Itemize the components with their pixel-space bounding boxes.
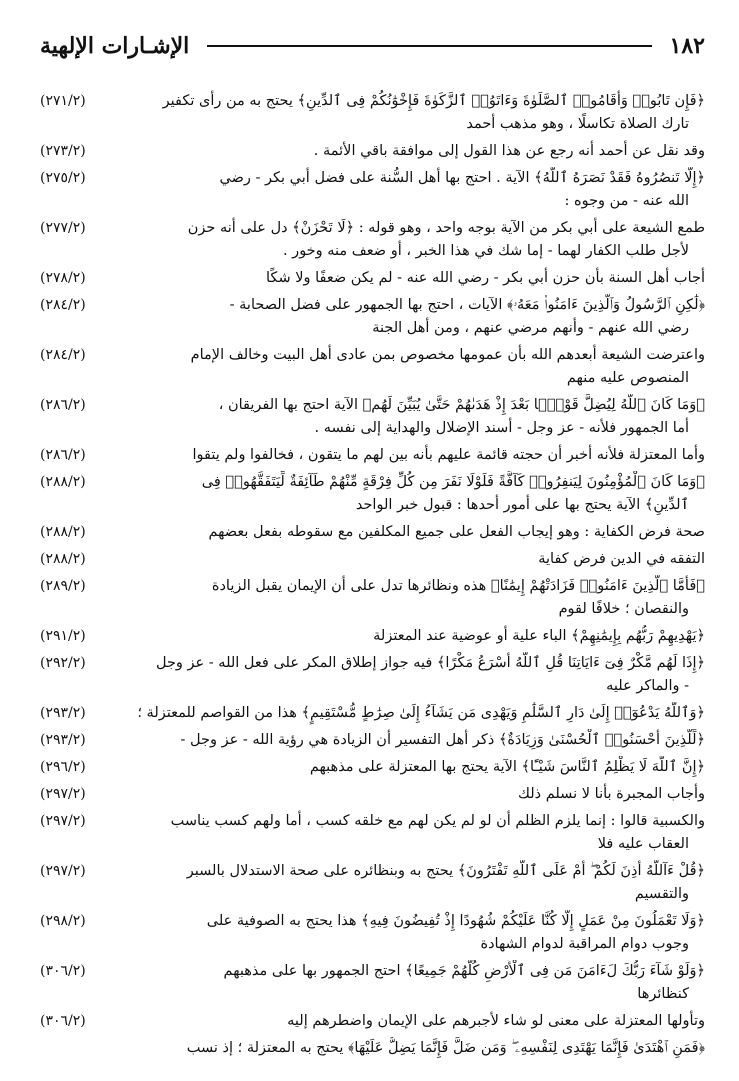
running-title: الإشـارات الإلهية: [40, 33, 190, 59]
volume-page-reference: (٢٨٤/٢): [40, 347, 86, 363]
entry-continuation: أما الجمهور فلأنه - عز وجل - أسند الإضلال والهداية إلى نفسه .: [314, 420, 689, 436]
volume-page-reference: (٢٨٨/٢): [40, 474, 86, 490]
entry-text: ﴿وَلَوْ شَآءَ رَبُّكَ لَءَامَنَ مَن فِى ٱلْأَرْضِ كُلُّهُمْ جَمِيعًا﴾ احتج الجمهور بها على مذهبهم: [223, 963, 705, 979]
entry-continuation: العقاب عليه فلا: [597, 836, 689, 852]
entry-text: ﴿لَٰكِنِ ٱلرَّسُولُ وَٱلَّذِينَ ءَامَنُوا۟ مَعَهُۥ﴾ الآيات ، احتج بها الجمهور على فضل الصحابة -: [229, 297, 705, 313]
index-entry: [40, 217, 705, 263]
index-entry: [40, 521, 705, 544]
entry-text: وتأولها المعتزلة على معنى لو شاء لأجبرهم على الإيمان واضطرهم إليه: [287, 1013, 705, 1029]
entry-text: ﴿إِذَا لَهُم مَّكْرٌ فِىٓ ءَايَاتِنَا قُلِ ٱللَّهُ أَسْرَعُ مَكْرًا﴾ فيه جواز إطلاق المكر على فعل الله - عز وجل: [155, 655, 705, 671]
entry-text: طمع الشيعة على أبي بكر من الآية بوجه واحد ، وهو قوله : ﴿لَا تَحْزَنْ﴾ دل على أنه حزن: [187, 220, 705, 236]
volume-page-reference: (٢٧٣/٢): [40, 143, 86, 159]
entry-text: ﴿يَهْدِيهِمْ رَبُّهُم بِإِيمَٰنِهِمْ﴾ الباء علية أو عوضية عند المعتزلة: [373, 628, 705, 644]
index-entry: [40, 394, 705, 440]
volume-page-reference: (٢٩٦/٢): [40, 759, 86, 775]
index-entries: [40, 90, 705, 1060]
index-entry: [40, 729, 705, 752]
index-entry: [40, 267, 705, 290]
entry-text: والكسبية قالوا : إنما يلزم الظلم أن لو لم يكن لهم مع خلقه كسب ، أما ولهم كسب يناسب: [170, 813, 705, 829]
entry-text: التفقه في الدين فرض كفاية: [538, 551, 705, 567]
entry-continuation: ٱلدِّينِ﴾ الآية يحتج بها على أمور أحدها : قبول خبر الواحد: [355, 497, 689, 513]
entry-text: أجاب أهل السنة بأن حزن أبي بكر - رضي الله عنه - لم يكن ضعفًا ولا شكًا: [266, 270, 705, 286]
entry-text: صحة فرض الكفاية : وهو إيجاب الفعل على جميع المكلفين مع سقوطه بفعل بعضهم: [208, 524, 705, 540]
index-entry: [40, 575, 705, 621]
index-entry: [40, 344, 705, 390]
entry-text: ﴿إِلَّا تَنصُرُوهُ فَقَدْ نَصَرَهُ ٱللَّهُ﴾ الآية . احتج بها أهل السُّنة على فضل أبي بكر - رضي: [219, 170, 705, 186]
entry-text: ﴿إِنَّ ٱللَّهَ لَا يَظْلِمُ ٱلنَّاسَ شَيْـًٔا﴾ الآية يحتج بها المعتزلة على مذهبهم: [309, 759, 705, 775]
index-entry: [40, 1037, 705, 1060]
index-entry: [40, 294, 705, 340]
index-entry: [40, 140, 705, 163]
volume-page-reference: (٢٧٥/٢): [40, 170, 86, 186]
volume-page-reference: (٢٩١/٢): [40, 628, 86, 644]
index-entry: [40, 1010, 705, 1033]
header-rule: [207, 45, 651, 47]
entry-text: ﴿وَمَا كَانَ ٱلْمُؤْمِنُونَ لِيَنفِرُوا۟ كَآفَّةً فَلَوْلَا نَفَرَ مِن كُلِّ فِرْقَةٍ مِّنْهُمْ طَآئِفَةٌ لِّيَتَفَقَّهُوا۟ فِى: [201, 474, 705, 490]
volume-page-reference: (٢٨٤/٢): [40, 297, 86, 313]
volume-page-reference: (٢٧١/٢): [40, 93, 86, 109]
index-entry: [40, 910, 705, 956]
entry-text: ﴿لِّلَّذِينَ أَحْسَنُوا۟ ٱلْحُسْنَىٰ وَزِيَادَةٌ﴾ ذكر أهل التفسير أن الزيادة هي رؤية الله - عز وجل -: [180, 732, 705, 748]
volume-page-reference: (٢٩٣/٢): [40, 705, 86, 721]
volume-page-reference: (٢٩٣/٢): [40, 732, 86, 748]
entry-continuation: الله عنه - من وجوه :: [564, 193, 689, 209]
entry-text: ﴿فَإِن تَابُوا۟ وَأَقَامُوا۟ ٱلصَّلَوٰةَ وَءَاتَوُا۟ ٱلزَّكَوٰةَ فَإِخْوَٰنُكُمْ فِى ٱلدِّينِ﴾ يحتج به من رأى تكفير: [162, 93, 705, 109]
index-entry: [40, 471, 705, 517]
index-entry: [40, 625, 705, 648]
index-entry: [40, 783, 705, 806]
volume-page-reference: (٢٨٦/٢): [40, 447, 86, 463]
volume-page-reference: (٣٠٦/٢): [40, 1013, 86, 1029]
index-entry: [40, 548, 705, 571]
index-entry: [40, 810, 705, 856]
index-entry: [40, 444, 705, 467]
index-entry: [40, 960, 705, 1006]
entry-text: وأجاب المجبرة بأنا لا نسلم ذلك: [518, 786, 705, 802]
entry-continuation: وجوب دوام المراقبة لدوام الشهادة: [480, 936, 689, 952]
index-entry: [40, 860, 705, 906]
index-entry: [40, 652, 705, 698]
volume-page-reference: (٢٩٧/٢): [40, 863, 86, 879]
volume-page-reference: (٢٧٧/٢): [40, 220, 86, 236]
volume-page-reference: (٢٩٨/٢): [40, 913, 86, 929]
volume-page-reference: (٢٩٢/٢): [40, 655, 86, 671]
index-entry: [40, 702, 705, 725]
entry-text: واعترضت الشيعة أبعدهم الله بأن عمومها مخصوص بمن عادى أهل البيت وخالف الإمام: [190, 347, 705, 363]
entry-continuation: والنقصان ؛ خلافًا لقوم: [558, 601, 689, 617]
entry-text: ﴿وَمَا كَانَ ٱللَّهُ لِيُضِلَّ قَوْمًۢا بَعْدَ إِذْ هَدَىٰهُمْ حَتَّىٰ يُبَيِّنَ لَهُم﴾ الآية احتج بها الفريقان ،: [218, 397, 705, 413]
entry-continuation: كنظائرها: [637, 986, 689, 1002]
volume-page-reference: (٢٩٧/٢): [40, 786, 86, 802]
entry-continuation: والتقسيم: [634, 886, 689, 902]
entry-text: ﴿وَلَا تَعْمَلُونَ مِنْ عَمَلٍ إِلَّا كُنَّا عَلَيْكُمْ شُهُودًا إِذْ تُفِيضُونَ فِيهِ﴾ هذا يحتج به الصوفية على: [206, 913, 705, 929]
volume-page-reference: (٢٩٧/٢): [40, 813, 86, 829]
index-entry: [40, 756, 705, 779]
volume-page-reference: (٢٨٨/٢): [40, 524, 86, 540]
entry-text: ﴿فَمَنِ ٱهْتَدَىٰ فَإِنَّمَا يَهْتَدِى لِنَفْسِهِۦ ۖ وَمَن ضَلَّ فَإِنَّمَا يَضِلُّ عَلَيْهَا﴾ يحتج به المعتزلة ؛ إذ نسب: [186, 1040, 705, 1056]
entry-continuation: المنصوص عليه منهم: [566, 370, 689, 386]
index-entry: [40, 167, 705, 213]
entry-text: ﴿قُلْ ءَآللَّهُ أَذِنَ لَكُمْ ۖ أَمْ عَلَى ٱللَّهِ تَفْتَرُونَ﴾ يحتج به وبنظائره على صحة الاستدلال بالسبر: [186, 863, 705, 879]
entry-continuation: - والماكر عليه: [606, 678, 689, 694]
volume-page-reference: (٢٨٨/٢): [40, 551, 86, 567]
entry-text: ﴿وَٱللَّهُ يَدْعُوٓا۟ إِلَىٰ دَارِ ٱلسَّلَٰمِ وَيَهْدِى مَن يَشَآءُ إِلَىٰ صِرَٰطٍ مُّسْتَقِيمٍ﴾ هذا من القواصم للمعتزلة ؛: [137, 705, 705, 721]
entry-text: وقد نقل عن أحمد أنه رجع عن هذا القول إلى موافقة باقي الأئمة .: [313, 143, 705, 159]
volume-page-reference: (٣٠٦/٢): [40, 963, 86, 979]
entry-continuation: لأجل طلب الكفار لهما - إما شك في هذا الخبر ، أو ضعف منه وخور .: [282, 243, 689, 259]
page-number: ١٨٢: [669, 33, 705, 59]
volume-page-reference: (٢٨٩/٢): [40, 578, 86, 594]
volume-page-reference: (٢٨٦/٢): [40, 397, 86, 413]
volume-page-reference: (٢٧٨/٢): [40, 270, 86, 286]
entry-continuation: رضي الله عنهم - وأنهم مرضي عنهم ، ومن أهل الجنة: [372, 320, 689, 336]
entry-text: وأما المعتزلة فلأنه أخبر أن حجته قائمة عليهم بأنه بين لهم ما يتقون ، فخالفوا ولم يتقوا: [192, 447, 705, 463]
index-entry: [40, 90, 705, 136]
page-header: [40, 22, 705, 70]
entry-text: ﴿فَأَمَّا ٱلَّذِينَ ءَامَنُوا۟ فَزَادَتْهُمْ إِيمَٰنًا﴾ هذه ونظائرها تدل على أن الإيمان يقبل الزيادة: [211, 578, 705, 594]
entry-continuation: تارك الصلاة تكاسلًا ، وهو مذهب أحمد: [466, 116, 689, 132]
